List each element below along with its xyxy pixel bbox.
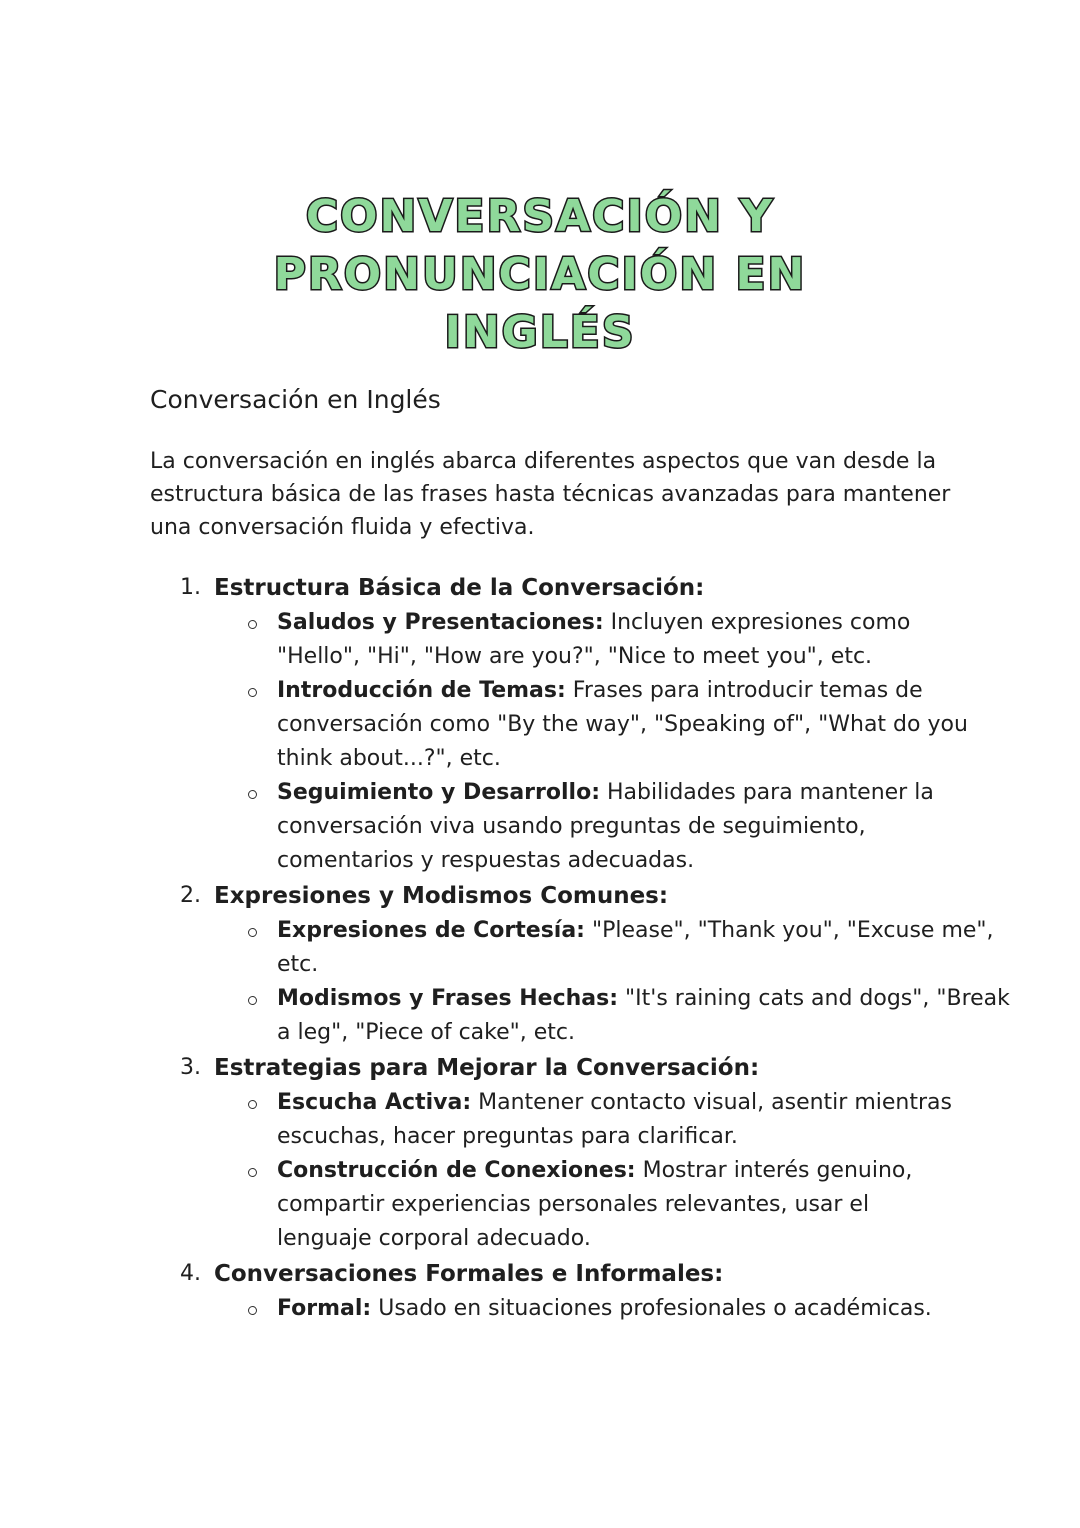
sub-item-text: Incluyen expresiones como — [603, 610, 911, 635]
sub-item-text: Usado en situaciones profesionales o académicas. — [371, 1296, 932, 1321]
sub-item — [0, 1154, 942, 1256]
item-title: Expresiones y Modismos Comunes: — [214, 883, 669, 909]
item-title: Conversaciones Formales e Informales: — [214, 1261, 724, 1287]
sub-item — [0, 674, 968, 776]
circle-bullet-icon — [248, 1100, 257, 1109]
list-item — [0, 1256, 1080, 1326]
sub-item-text: think about...?", etc. — [277, 746, 501, 771]
circle-bullet-icon — [248, 1306, 257, 1315]
circle-bullet-icon — [248, 790, 257, 799]
sub-item-text: a leg", "Piece of cake", etc. — [277, 1020, 575, 1045]
sub-item-text: etc. — [277, 952, 319, 977]
sub-item-text: conversación como "By the way", "Speaking of", "What do you — [277, 712, 968, 737]
title-line-2: PRONUNCIACIÓN EN — [273, 249, 807, 300]
section-heading: Conversación en Inglés — [150, 385, 441, 414]
sub-item — [0, 606, 942, 674]
numbered-list — [0, 570, 1080, 1326]
sub-item-text: lenguaje corporal adecuado. — [277, 1226, 591, 1251]
circle-bullet-icon — [248, 928, 257, 937]
sub-item-text: Habilidades para mantener la — [600, 780, 934, 805]
sub-item — [0, 1086, 952, 1154]
sub-item-label: Expresiones de Cortesía: — [277, 918, 585, 943]
item-title: Estructura Básica de la Conversación: — [214, 575, 705, 601]
sub-item-text: escuchas, hacer preguntas para clarificar. — [277, 1124, 738, 1149]
sub-item-label: Escucha Activa: — [277, 1090, 472, 1115]
sub-item-label: Modismos y Frases Hechas: — [277, 986, 619, 1011]
sub-item — [0, 1292, 942, 1326]
list-item — [0, 570, 1080, 878]
item-number: 4. — [180, 1261, 201, 1286]
sub-item-text: compartir experiencias personales relevantes, usar el — [277, 1192, 870, 1217]
sub-item-text: "It's raining cats and dogs", "Break — [618, 986, 1010, 1011]
intro-paragraph — [150, 445, 951, 544]
sub-item-text: "Please", "Thank you", "Excuse me", — [584, 918, 994, 943]
sub-item-label: Introducción de Temas: — [277, 678, 566, 703]
sub-item — [0, 982, 1010, 1050]
sub-item-text: conversación viva usando preguntas de seguimiento, — [277, 814, 866, 839]
sub-item-label: Seguimiento y Desarrollo: — [277, 780, 600, 805]
sub-item-text: Mantener contacto visual, asentir mientras — [471, 1090, 952, 1115]
intro-line: una conversación fluida y efectiva. — [150, 515, 535, 540]
sub-item-label: Construcción de Conexiones: — [277, 1158, 636, 1183]
circle-bullet-icon — [248, 688, 257, 697]
title-line-1: CONVERSACIÓN Y — [305, 191, 775, 242]
title-line-3: INGLÉS — [444, 307, 636, 358]
intro-line: estructura básica de las frases hasta técnicas avanzadas para mantener — [150, 482, 951, 507]
list-item — [0, 1050, 1080, 1256]
sub-item — [0, 914, 994, 982]
item-number: 2. — [180, 883, 201, 908]
intro-line: La conversación en inglés abarca diferentes aspectos que van desde la — [150, 449, 937, 474]
sub-item-label: Saludos y Presentaciones: — [277, 610, 604, 635]
item-number: 1. — [180, 575, 201, 600]
list-item — [0, 878, 1080, 1050]
item-title: Estrategias para Mejorar la Conversación: — [214, 1055, 760, 1081]
circle-bullet-icon — [248, 620, 257, 629]
circle-bullet-icon — [248, 1168, 257, 1177]
sub-item-text: comentarios y respuestas adecuadas. — [277, 848, 695, 873]
sub-item — [0, 776, 942, 878]
sub-item-label: Formal: — [277, 1296, 372, 1321]
circle-bullet-icon — [248, 996, 257, 1005]
sub-item-text: "Hello", "Hi", "How are you?", "Nice to meet you", etc. — [277, 644, 873, 669]
sub-item-text: Mostrar interés genuino, — [635, 1158, 913, 1183]
sub-item-text: Frases para introducir temas de — [565, 678, 923, 703]
item-number: 3. — [180, 1055, 201, 1080]
document-title — [0, 188, 1080, 362]
